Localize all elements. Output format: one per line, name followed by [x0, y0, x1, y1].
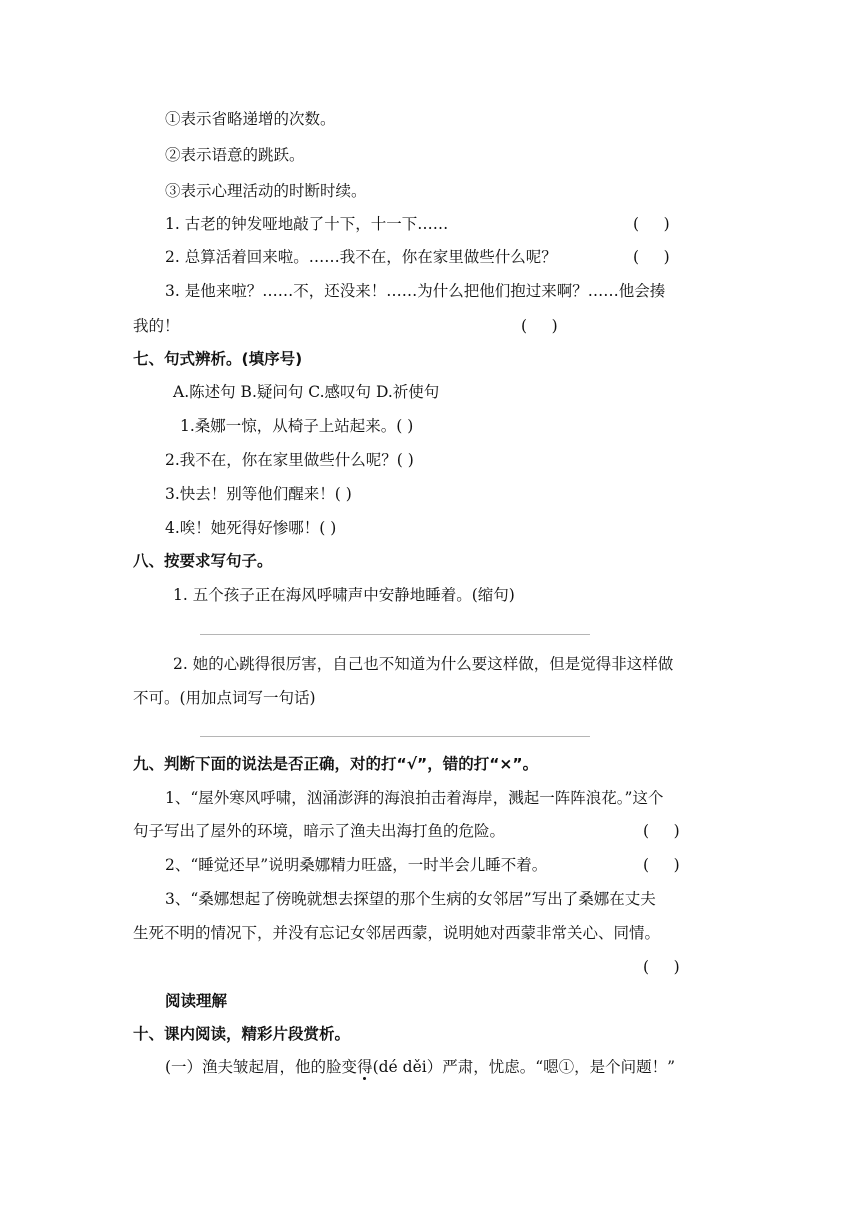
paragraph-text: (一）渔夫皱起眉，他的脸变 [165, 1058, 358, 1076]
answer-blank[interactable]: ( ) [643, 958, 680, 976]
section-7-heading: 七、句式辨析。(填序号) [133, 350, 303, 368]
reading-comprehension-label: 阅读理解 [165, 992, 228, 1010]
sec6-item-1: 1. 古老的钟发哑地敲了十下，十一下…… [165, 215, 449, 233]
sec9-item-1: 1、“屋外寒风呼啸，汹涌澎湃的海浪拍击着海岸，溅起一阵阵浪花。”这个 [165, 789, 664, 807]
sec8-item-1: 1. 五个孩子正在海风呼啸声中安静地睡着。(缩句) [173, 586, 515, 604]
section-10-heading: 十、课内阅读，精彩片段赏析。 [133, 1025, 351, 1043]
answer-blank[interactable]: ( ) [633, 248, 670, 266]
sec6-item-2: 2. 总算活着回来啦。……我不在，你在家里做些什么呢？ [165, 248, 557, 266]
answer-blank[interactable]: ( ) [643, 856, 680, 874]
answer-line-2[interactable] [200, 736, 590, 737]
sentence-type-options: A.陈述句 B.疑问句 C.感叹句 D.祈使句 [173, 383, 440, 401]
sec8-item-2: 2. 她的心跳得很厉害，自己也不知道为什么要这样做，但是觉得非这样做 [173, 655, 674, 673]
sec7-item-4: 4.唉！她死得好惨哪！( ) [165, 519, 337, 537]
paragraph-text: (dé děi）严肃，忧虑。“嗯①，是个问题！” [372, 1058, 676, 1076]
sec7-item-3: 3.快去！别等他们醒来！( ) [165, 485, 352, 503]
reading-paragraph [165, 1057, 675, 1077]
sec9-item-1-cont: 句子写出了屋外的环境，暗示了渔夫出海打鱼的危险。 [133, 822, 506, 840]
ellipsis-meaning-2: ②表示语意的跳跃。 [165, 146, 305, 164]
sec9-item-2: 2、“睡觉还早”说明桑娜精力旺盛，一时半会儿睡不着。 [165, 856, 548, 874]
ellipsis-meaning-1: ①表示省略递增的次数。 [165, 110, 336, 128]
answer-blank[interactable]: ( ) [633, 215, 670, 233]
sec7-item-1: 1.桑娜一惊，从椅子上站起来。( ) [180, 417, 414, 435]
sec6-item-3: 3. 是他来啦？……不，还没来！……为什么把他们抱过来啊？……他会揍 [165, 282, 666, 300]
answer-line-1[interactable] [200, 634, 590, 635]
sec6-item-3-cont: 我的！ [133, 317, 180, 335]
ellipsis-meaning-3: ③表示心理活动的时断时续。 [165, 182, 367, 200]
sec9-item-3: 3、“桑娜想起了傍晚就想去探望的那个生病的女邻居”写出了桑娜在丈夫 [165, 890, 656, 908]
sec9-item-3-cont: 生死不明的情况下，并没有忘记女邻居西蒙，说明她对西蒙非常关心、同情。 [133, 924, 661, 942]
section-8-heading: 八、按要求写句子。 [133, 552, 273, 570]
dotted-character: 得 [357, 1058, 373, 1076]
sec8-item-2-cont: 不可。(用加点词写一句话) [133, 689, 316, 707]
sec7-item-2: 2.我不在，你在家里做些什么呢？( ) [165, 451, 414, 469]
section-9-heading: 九、判断下面的说法是否正确，对的打“√”，错的打“×”。 [133, 755, 539, 773]
answer-blank[interactable]: ( ) [643, 822, 680, 840]
answer-blank[interactable]: ( ) [521, 317, 558, 335]
